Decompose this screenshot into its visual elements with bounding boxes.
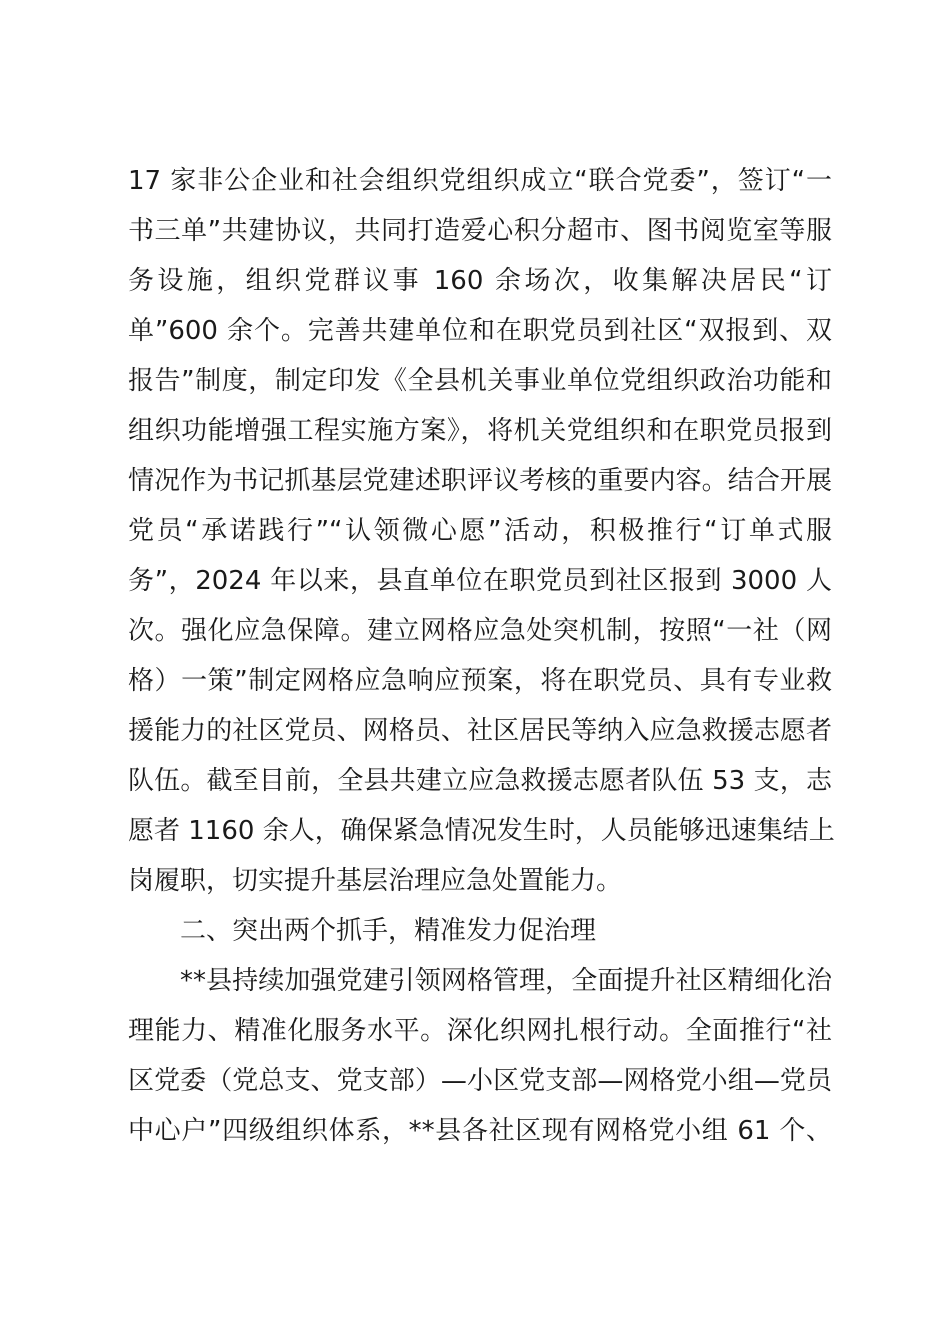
section-heading: 二、突出两个抓手，精准发力促治理 [180,916,597,946]
paragraph-line: 援能力的社区党员、网格员、社区居民等纳入应急救援志愿者 [128,716,832,746]
paragraph-line: 党员“承诺践行”“认领微心愿”活动，积极推行“订单式服 [128,516,832,546]
paragraph-line: 务设施，组织党群议事 160 余场次，收集解决居民“订 [128,266,832,296]
paragraph-line: 区党委（党总支、党支部）—小区党支部—网格党小组—党员 [128,1066,832,1096]
paragraph-line: 报告”制度，制定印发《全县机关事业单位党组织政治功能和 [128,366,832,396]
paragraph-line: 单”600 余个。完善共建单位和在职党员到社区“双报到、双 [128,316,832,346]
paragraph-line: 格）一策”制定网格应急响应预案，将在职党员、具有专业救 [128,666,832,696]
paragraph-line: 书三单”共建协议，共同打造爱心积分超市、图书阅览室等服 [128,216,832,246]
paragraph-line: 队伍。截至目前，全县共建立应急救援志愿者队伍 53 支，志 [128,766,832,796]
paragraph-line: 愿者 1160 余人，确保紧急情况发生时，人员能够迅速集结上 [128,816,835,846]
paragraph-line: 17 家非公企业和社会组织党组织成立“联合党委”，签订“一 [128,166,832,196]
paragraph-line: 组织功能增强工程实施方案》，将机关党组织和在职党员报到 [128,416,832,446]
paragraph-line: 理能力、精准化服务水平。深化织网扎根行动。全面推行“社 [128,1016,832,1046]
paragraph-line: 中心户”四级组织体系，**县各社区现有网格党小组 61 个、 [128,1116,832,1146]
paragraph-line-last: 岗履职，切实提升基层治理应急处置能力。 [128,866,623,896]
paragraph-line: 次。强化应急保障。建立网格应急处突机制，按照“一社（网 [128,616,832,646]
paragraph-line: **县持续加强党建引领网格管理，全面提升社区精细化治 [180,966,832,996]
paragraph-line: 务”，2024 年以来，县直单位在职党员到社区报到 3000 人 [128,566,832,596]
paragraph-line: 情况作为书记抓基层党建述职评议考核的重要内容。结合开展 [128,466,832,496]
